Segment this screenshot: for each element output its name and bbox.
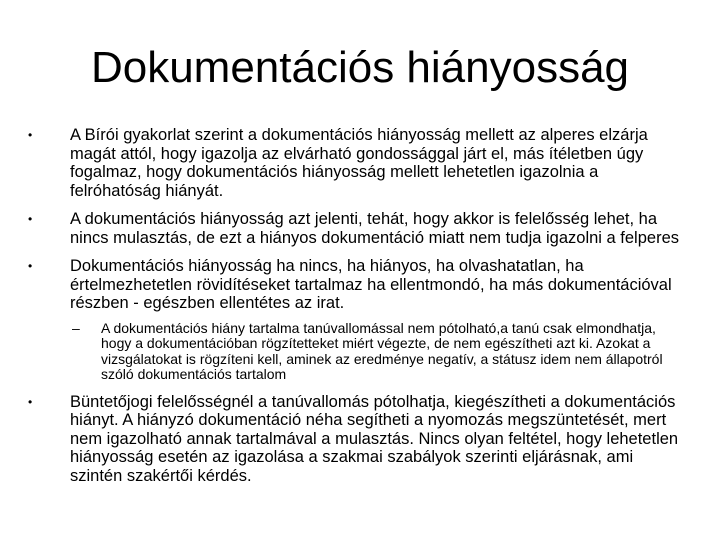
bullet-item [28,126,688,200]
bullet-text: A dokumentációs hiányosság azt jelenti, tehát, hogy akkor is felelősség lehet, ha nincs mulasztás, de ezt a hiányos dokumentáció miatt nem tudja igazolni a felperes [70,210,679,247]
bullet-dot-icon: • [28,259,33,273]
bullet-dot-icon: • [28,128,33,142]
bullet-item [28,210,688,247]
bullet-item [28,393,688,486]
slide-content [28,126,688,485]
bullet-dot-icon: • [28,212,33,226]
sub-bullet-item [28,321,688,383]
bullet-text: Büntetőjogi felelősségnél a tanúvallomás pótolhatja, kiegészítheti a dokumentációs hiányt. A hiányzó dokumentáció néha segítheti a nyomozás megszüntetését, mert nem igazolható annak tartalmával a mulasztás. Nincs olyan feltétel, hogy lehetetlen hiányosság esetén az igazolása a szakmai szabályok szerinti eljárásnak, ami szintén szakértői kérdés. [70,392,679,485]
bullet-dot-icon: • [28,394,33,409]
bullet-item [28,257,688,313]
bullet-text: A Bírói gyakorlat szerint a dokumentációs hiányosság mellett az alperes elzárja magát attól, hogy igazolja az elvárható gondossággal járt el, más ítéletben úgy fogalmaz, hogy dokumentációs hiányosság mellett lehetetlen igazolnia a felróhatóság hiányát. [70,126,648,200]
bullet-text: Dokumentációs hiányosság ha nincs, ha hiányos, ha olvashatatlan, ha értelmezhetetlen rövidítéseket tartalmaz ha ellentmondó, ha más dokumentációval részben - egészben ellentétes az irat. [70,257,672,312]
slide-title: Dokumentációs hiányosság [90,43,630,92]
sub-bullet-dash-icon: – [72,319,80,336]
sub-bullet-text: A dokumentációs hiány tartalma tanúvallomással nem pótolható,a tanú csak elmondhatja, hogy a dokumentációban rögzítetteket miért végezte, de nem egészítheti azt ki. Azokat a vizsgálatokat is rögzíteni kell, aminek az eredménye negatív, a státusz idem nem állapotról szóló dokumentációs tartalom [101,319,663,382]
